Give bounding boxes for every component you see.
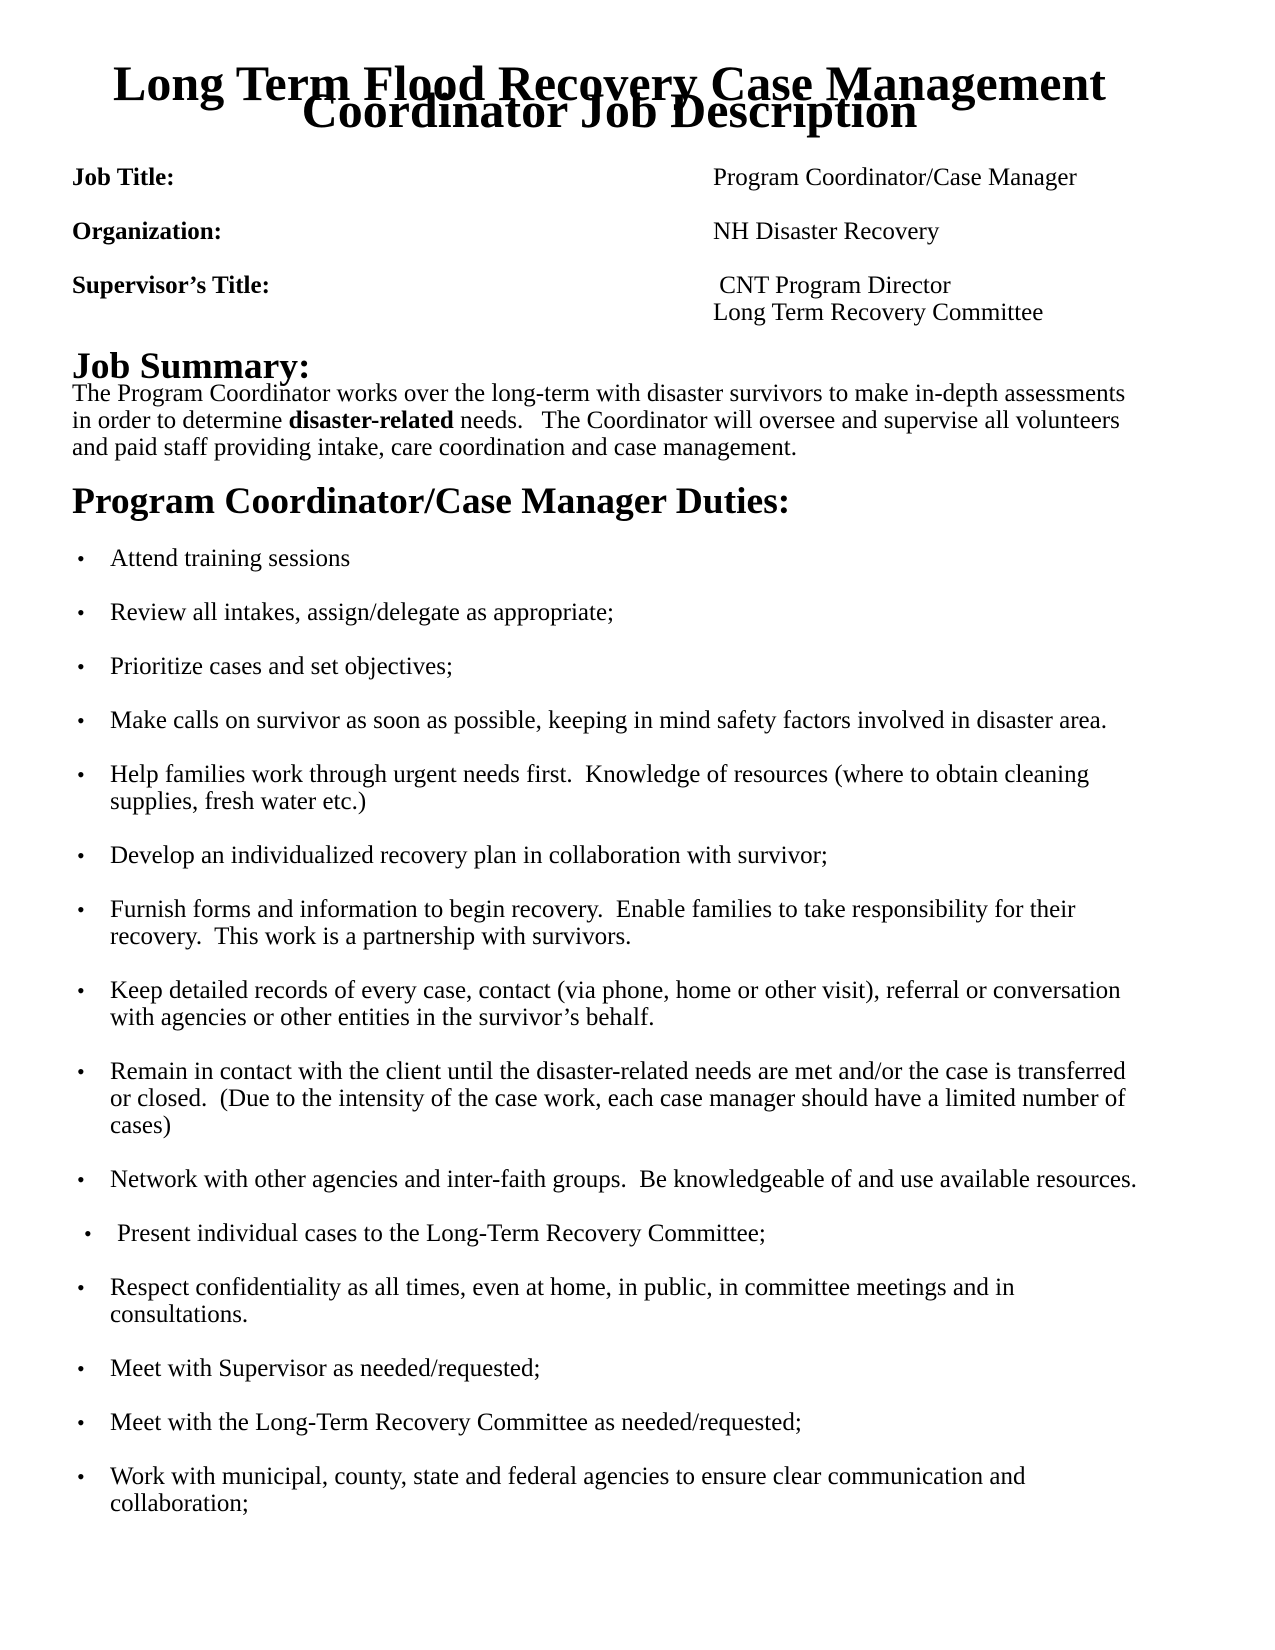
bullet-icon: •	[77, 708, 85, 733]
field-label-supervisor-title: Supervisor’s Title:	[72, 272, 270, 299]
field-label-organization: Organization:	[72, 218, 222, 245]
duty-item	[72, 842, 1147, 869]
duty-item	[72, 1220, 1147, 1247]
duty-item	[72, 977, 1147, 1031]
field-row-job-title	[72, 164, 1147, 191]
field-row-supervisor-title	[72, 272, 1147, 326]
duties-heading: Program Coordinator/Case Manager Duties:	[72, 481, 791, 522]
bullet-icon: •	[77, 1464, 85, 1489]
bullet-icon: •	[77, 762, 85, 787]
duty-text: Network with other agencies and inter-faith groups. Be knowledgeable of and use available resources.	[110, 1166, 1137, 1193]
bullet-icon: •	[77, 843, 85, 868]
bullet-icon: •	[77, 1059, 85, 1084]
bullet-icon: •	[77, 1410, 85, 1435]
field-label-job-title: Job Title:	[72, 164, 175, 191]
duty-item	[72, 1058, 1147, 1139]
duty-text: Make calls on survivor as soon as possible, keeping in mind safety factors involved in disaster area.	[110, 707, 1107, 734]
duties-list	[72, 545, 1147, 1517]
duty-text: Meet with the Long-Term Recovery Committee as needed/requested;	[110, 1409, 802, 1436]
field-value-organization: NH Disaster Recovery	[713, 218, 940, 245]
duty-item	[72, 545, 1147, 572]
duty-text: Develop an individualized recovery plan in collaboration with survivor;	[110, 842, 828, 869]
bullet-icon: •	[77, 1275, 85, 1300]
duty-item	[72, 599, 1147, 626]
bullet-icon: •	[77, 978, 85, 1003]
summary-text-start: The Program Coordinator works over the long-term with disaster survivors to make in-depth assessments in order to determine	[72, 380, 1132, 434]
bullet-icon: •	[77, 897, 85, 922]
summary-text-end: needs. The Coordinator will oversee and supervise all volunteers and paid staff providing intake, care coordination and case management.	[72, 407, 1127, 461]
duty-text: Present individual cases to the Long-Term Recovery Committee;	[117, 1220, 766, 1247]
bullet-icon: •	[84, 1221, 92, 1246]
duty-text: Meet with Supervisor as needed/requested;	[110, 1355, 541, 1382]
duty-text: Respect confidentiality as all times, even at home, in public, in committee meetings and in consultations.	[110, 1274, 1021, 1328]
duty-item	[72, 1463, 1147, 1517]
summary-text-bold: disaster-related	[288, 407, 454, 434]
duty-item	[72, 707, 1147, 734]
job-summary-heading: Job Summary:	[72, 346, 311, 387]
job-summary-paragraph	[72, 380, 1147, 461]
document-title: Long Term Flood Recovery Case Management Coordinator Job Description	[113, 55, 1119, 138]
field-value-supervisor-title-line1: CNT Program Director	[713, 272, 951, 299]
duty-text: Keep detailed records of every case, contact (via phone, home or other visit), referral or conversation with agencies or other entities in the survivor’s behalf.	[110, 977, 1127, 1031]
bullet-icon: •	[77, 1167, 85, 1192]
duty-item	[72, 1166, 1147, 1193]
duty-item	[72, 896, 1147, 950]
bullet-icon: •	[77, 546, 85, 571]
field-row-organization	[72, 218, 1147, 245]
bullet-icon: •	[77, 1356, 85, 1381]
duty-text: Prioritize cases and set objectives;	[110, 653, 453, 680]
duty-text: Attend training sessions	[110, 545, 351, 572]
duty-item	[72, 653, 1147, 680]
duty-text: Review all intakes, assign/delegate as appropriate;	[110, 599, 614, 626]
field-value-job-title: Program Coordinator/Case Manager	[713, 164, 1077, 191]
bullet-icon: •	[77, 654, 85, 679]
duty-text: Remain in contact with the client until the disaster-related needs are met and/or the case is transferred or closed. (Due to the intensity of the case work, each case manager should have a limited number of cases)	[110, 1058, 1133, 1139]
bullet-icon: •	[77, 600, 85, 625]
duty-text: Furnish forms and information to begin recovery. Enable families to take responsibility for their recovery. This work is a partnership with survivors.	[110, 896, 1082, 950]
duty-text: Help families work through urgent needs first. Knowledge of resources (where to obtain cleaning supplies, fresh water etc.)	[110, 761, 1096, 815]
duty-text: Work with municipal, county, state and federal agencies to ensure clear communication and collaboration;	[110, 1463, 1032, 1517]
header-fields	[72, 164, 1147, 326]
field-value-supervisor-title-line2: Long Term Recovery Committee	[713, 299, 1044, 326]
duty-item	[72, 1274, 1147, 1328]
duty-item	[72, 1409, 1147, 1436]
duty-item	[72, 1355, 1147, 1382]
duty-item	[72, 761, 1147, 815]
